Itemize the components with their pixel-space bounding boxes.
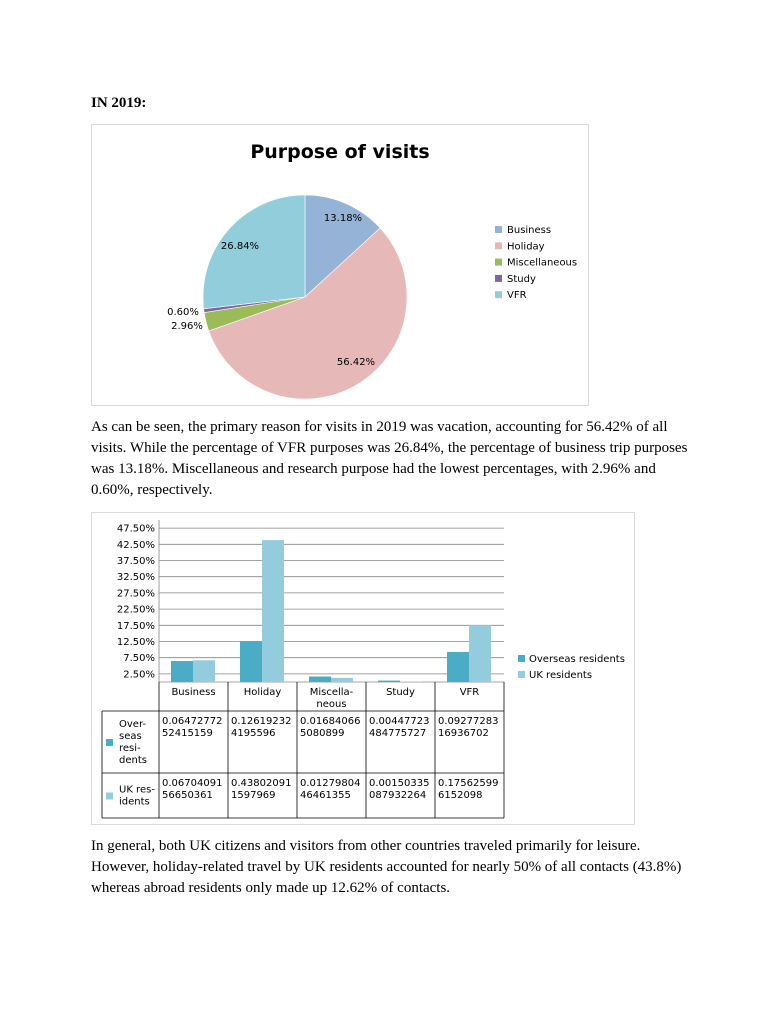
x-category-label: Miscella-neous (309, 687, 354, 710)
paragraph-bar-summary: In general, both UK citizens and visitors from other countries traveled primarily for leisure. However, holiday-related travel by UK residents accounted for nearly 50% of all contacts (43.8%) whereas abroad residents only made up 12.62% of contacts. (91, 838, 682, 896)
paragraph-pie-summary: As can be seen, the primary reason for visits in 2019 was vacation, accounting for 56.42% of all visits. While the percentage of VFR purposes was 26.84%, the percentage of business trip purposes was 13.18%. Miscellaneous and research purpose had the lowest percentages, with 2.96% and 0.60%, respectively. (91, 419, 688, 498)
table-row-label: UK res-idents (119, 784, 155, 808)
legend-label-miscellaneous: Miscellaneous (507, 257, 578, 269)
y-tick-label: 2.50% (123, 669, 155, 681)
legend-label-study: Study (507, 273, 536, 285)
pie-label-holiday: 56.42% (336, 357, 376, 368)
section-heading: IN 2019: (91, 95, 147, 111)
pie-chart (92, 125, 588, 405)
y-tick-label: 27.50% (116, 588, 155, 600)
table-cell: 0.43802091 1597969 (231, 778, 292, 801)
table-cell: 0.09277283 16936702 (438, 716, 499, 739)
pie-label-business: 13.18% (323, 213, 363, 224)
bar-overseas-3 (378, 681, 400, 682)
y-tick-label: 22.50% (116, 604, 155, 616)
pie-label-study: 0.60% (167, 307, 199, 318)
table-cell: 0.06472772 52415159 (162, 716, 223, 739)
y-tick-label: 12.50% (116, 637, 155, 648)
legend-label-holiday: Holiday (507, 241, 545, 253)
pie-label-miscellaneous: 2.96% (171, 321, 203, 332)
y-tick-label: 7.50% (123, 653, 155, 665)
y-tick-label: 37.50% (116, 556, 155, 567)
x-category-label: Study (386, 687, 415, 698)
legend-label-series: UK residents (529, 670, 593, 681)
legend-label-series: Overseas residents (529, 654, 625, 665)
bar-uk-2 (331, 678, 353, 682)
bar-uk-4 (469, 625, 491, 682)
pie-title: Purpose of visits (250, 141, 430, 163)
legend-label-vfr: VFR (507, 290, 527, 302)
y-tick-label: 32.50% (116, 572, 155, 584)
table-cell: 0.01684066 5080899 (300, 716, 361, 739)
table-cell: 0.06704091 56650361 (162, 778, 223, 801)
table-cell: 0.00150335 087932264 (369, 778, 430, 801)
legend-swatch-study (495, 275, 502, 282)
table-cell: 0.12619232 4195596 (231, 716, 292, 739)
y-tick-label: 47.50% (116, 523, 155, 535)
y-tick-label: 42.50% (116, 539, 155, 551)
table-cell: 0.17562599 6152098 (438, 778, 499, 801)
legend-swatch-miscellaneous (495, 259, 502, 266)
bar-overseas-0 (171, 661, 193, 682)
legend-swatch-series (518, 655, 525, 662)
legend-swatch-business (495, 226, 502, 233)
legend-swatch-series (518, 671, 525, 678)
bar-uk-0 (193, 660, 215, 682)
y-tick-label: 17.50% (116, 620, 155, 632)
table-cell: 0.01279804 46461355 (300, 778, 361, 801)
bar-overseas-2 (309, 677, 331, 682)
table-legend-key (106, 739, 113, 746)
bar-uk-1 (262, 540, 284, 682)
bar-chart (92, 513, 634, 824)
pie-chart-frame (91, 124, 589, 406)
legend-label-business: Business (507, 225, 552, 236)
legend-swatch-vfr (495, 291, 502, 298)
x-category-label: Holiday (243, 687, 282, 698)
table-row-label: Over-seas resi-dents (119, 719, 147, 766)
bar-chart-frame (91, 512, 635, 825)
pie-label-vfr: 26.84% (220, 241, 260, 252)
bar-overseas-1 (240, 641, 262, 682)
table-cell: 0.00447723 484775727 (369, 716, 430, 739)
bar-overseas-4 (447, 652, 469, 682)
table-legend-key (106, 793, 113, 800)
x-category-label: VFR (459, 687, 480, 698)
legend-swatch-holiday (495, 242, 502, 249)
x-category-label: Business (171, 687, 216, 698)
